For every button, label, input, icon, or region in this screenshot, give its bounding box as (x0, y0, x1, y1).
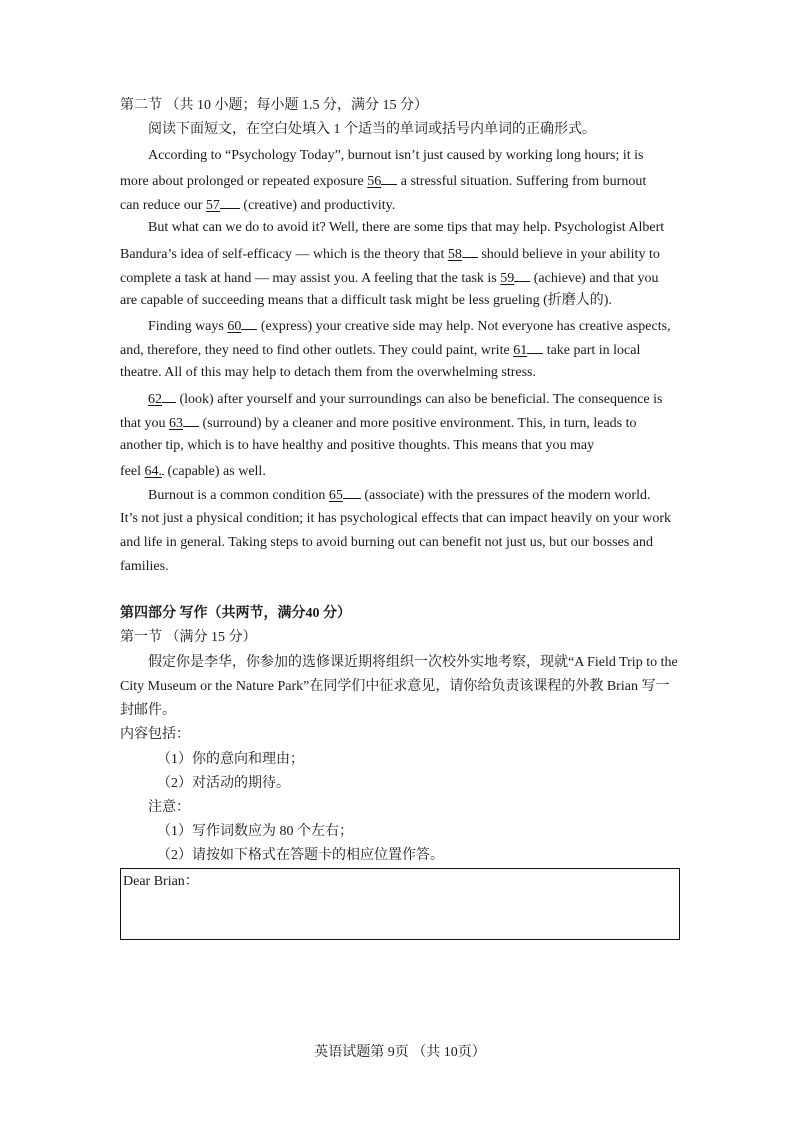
passage-line: According to “Psychology Today”, burnout isn’t just caused by working long hours; it is (148, 148, 644, 163)
blank-56[interactable] (367, 170, 397, 192)
note-label: 注意： (148, 800, 190, 815)
blank-line (527, 339, 543, 354)
blank-number: 62 (148, 392, 162, 407)
blank-65[interactable] (329, 484, 361, 506)
note-item: （1）写作词数应为 80 个左右； (157, 824, 353, 839)
passage-line (148, 388, 662, 410)
passage-line (120, 339, 640, 361)
blank-62[interactable] (148, 388, 176, 410)
text: Burnout is a common condition (148, 488, 329, 503)
text: and, therefore, they need to find other outlets. They could paint, write (120, 343, 514, 358)
blank-line (220, 194, 240, 209)
blank-line (381, 170, 397, 185)
passage-line: and life in general. Taking steps to avoid burning out can benefit not just us, but our bosses and (120, 535, 653, 550)
text: that you (120, 416, 169, 431)
blank-line (241, 315, 257, 330)
text: should believe in your ability to (477, 247, 660, 262)
blank-line (514, 267, 530, 282)
blank-60[interactable] (227, 315, 257, 337)
passage-line (120, 412, 637, 434)
blank-57[interactable] (206, 194, 240, 216)
blank-line (162, 388, 176, 403)
blank-line (343, 484, 361, 499)
text: (associate) with the pressures of the modern world. (360, 488, 651, 503)
passage-line: It’s not just a physical condition; it has psychological effects that can impact heavily on your work (120, 511, 672, 526)
passage-line: are capable of succeeding means that a difficult task might be less grueling (折磨人的). (120, 293, 612, 308)
text: (creative) and productivity. (239, 198, 396, 213)
blank-61[interactable] (513, 339, 543, 361)
blank-number: 61 (513, 343, 528, 358)
passage-line: theatre. All of this may help to detach them from the overwhelming stress. (120, 365, 537, 380)
text: feel (120, 464, 145, 479)
blank-number: 58 (447, 247, 462, 262)
passage-line: another tip, which is to have healthy and positive thoughts. This means that you may (120, 438, 595, 453)
blank-line (462, 243, 478, 258)
text: complete a task at hand — may assist you. A feeling that the task is (120, 271, 501, 286)
blank-number: 60 (227, 319, 242, 334)
text: (surround) by a cleaner and more positive environment. This, in turn, leads to (199, 416, 637, 431)
text: can reduce our (120, 198, 206, 213)
blank-number: 57 (205, 198, 220, 213)
blank-line (183, 412, 199, 427)
passage-line: families. (120, 559, 169, 574)
prompt-line: 封邮件。 (120, 703, 176, 718)
text: (capable) as well. (163, 464, 266, 479)
salutation: Dear Brian： (123, 874, 199, 889)
passage-line (120, 267, 659, 289)
passage-line (120, 243, 660, 265)
text: (achieve) and that you (530, 271, 659, 286)
answer-box[interactable] (120, 868, 680, 940)
blank-number: 65 (328, 488, 343, 503)
blank-number: 59 (500, 271, 515, 286)
text: (express) your creative side may help. Not everyone has creative aspects, (257, 319, 671, 334)
passage-line (148, 315, 671, 337)
page-footer: 英语试题第 9页 （共 10页） (314, 1045, 486, 1060)
text: Bandura’s idea of self-efficacy — which is the theory that (120, 247, 448, 262)
text: Finding ways (148, 319, 228, 334)
blank-63[interactable] (169, 412, 199, 434)
blank-number: 56 (367, 174, 382, 189)
blank-number: 64. (144, 464, 162, 479)
content-label: 内容包括： (120, 727, 190, 742)
passage-line (120, 460, 266, 482)
text: take part in local (543, 343, 641, 358)
blank-64[interactable] (144, 460, 164, 482)
prompt-line: City Museum or the Nature Park”在同学们中征求意见，请你给负责该课程的外教 Brian 写一 (120, 679, 670, 694)
passage-line (120, 170, 646, 192)
part4-subheading: 第一节 （满分 15 分） (120, 630, 257, 645)
note-item: （2）请按如下格式在答题卡的相应位置作答。 (157, 848, 444, 863)
passage-line: But what can we do to avoid it? Well, there are some tips that may help. Psychologist Albert (148, 220, 665, 235)
passage-line (120, 194, 395, 216)
blank-line (162, 460, 164, 475)
blank-number: 63 (169, 416, 183, 431)
blank-59[interactable] (500, 267, 530, 289)
content-item: （1）你的意向和理由； (157, 752, 304, 767)
instruction: 阅读下面短文，在空白处填入 1 个适当的单词或括号内单词的正确形式。 (148, 122, 596, 137)
text: more about prolonged or repeated exposure (120, 174, 368, 189)
section-heading: 第二节 （共 10 小题；每小题 1.5 分，满分 15 分） (120, 98, 428, 113)
content-item: （2）对活动的期待。 (157, 776, 290, 791)
blank-58[interactable] (448, 243, 478, 265)
text: a stressful situation. Suffering from burnout (397, 174, 647, 189)
passage-line (148, 484, 650, 506)
prompt-line: 假定你是李华，你参加的选修课近期将组织一次校外实地考察，现就“A Field Trip to the (148, 655, 678, 670)
part4-heading: 第四部分 写作（共两节，满分40 分） (120, 606, 351, 621)
text: (look) after yourself and your surroundings can also be beneficial. The consequence is (176, 392, 663, 407)
